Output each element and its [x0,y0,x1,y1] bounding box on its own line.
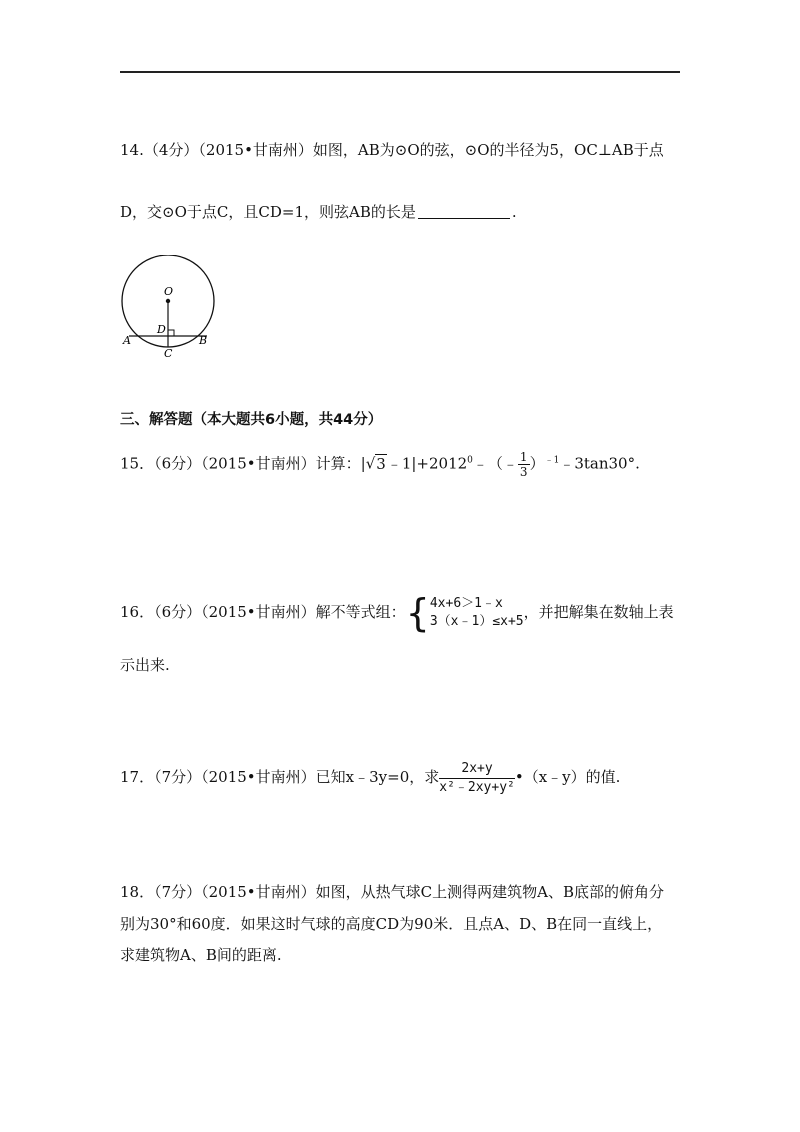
q16-prefix: 16．（6分）（2015•甘南州）解不等式组： [120,603,406,621]
label-d: D [157,323,166,336]
q14-line2-period: . [511,203,517,221]
q18-line2: 别为30°和60度．如果这时气球的高度CD为90米．且点A、D、B在同一直线上， [120,915,663,933]
q17-frac-den: x²﹣2xy+y² [439,779,515,795]
q14-line2-text: D，交⊙O于点C，且CD=1，则弦AB的长是 [120,203,416,221]
q15-exp-neg1: ﹣1 [544,455,560,466]
q16-line2: 示出来. [120,656,170,674]
q15-mid2: ﹣（﹣ [472,454,518,473]
q15-exp0: 0 [467,455,473,466]
q15-close: ） [529,454,545,473]
q15-mid: ﹣1|+2012 [386,454,468,473]
label-a: A [123,334,131,347]
q15-suffix: ﹣3tan30°. [559,454,640,473]
circle-figure [115,255,225,365]
q17-frac-num: 2x+y [439,760,515,779]
header-rule [120,71,680,73]
answer-blank [418,204,510,219]
q16-line1 [120,591,674,635]
inequality-2: 3（x﹣1）≤x+5 [429,614,524,629]
inequality-system [430,595,524,631]
q15-prefix: 15．（6分）（2015•甘南州）计算：| [120,454,366,473]
label-c: C [164,347,173,360]
q15-line [120,450,640,479]
q14-line1: 14.（4分）（2015•甘南州）如图，AB为⊙O的弦，⊙O的半径为5，OC⊥AB于点 [120,141,664,159]
brace-symbol: { [405,591,430,635]
q14-line2 [120,202,517,222]
q15-frac-den: 3 [519,465,528,479]
q18-line1: 18．（7分）（2015•甘南州）如图，从热气球C上测得两建筑物A、B底部的俯角分 [120,883,664,901]
q17-prefix: 17．（7分）（2015•甘南州）已知x﹣3y=0，求 [120,768,440,786]
section-3-heading: 三、解答题（本大题共6小题，共44分） [120,412,383,428]
right-angle-mark [168,330,174,336]
q18-line3: 求建筑物A、B间的距离. [120,946,282,964]
inequality-1: 4x+6＞1﹣x [429,596,503,611]
q15-frac-num: 1 [519,450,528,464]
sqrt-symbol: √ [365,454,376,473]
sqrt-arg: 3 [376,454,386,473]
q17-suffix: •（x﹣y）的值. [514,768,621,786]
center-point [166,299,170,303]
label-o: O [164,285,174,298]
q16-suffix: ，并把解集在数轴上表 [523,603,674,621]
label-b: B [199,334,208,347]
q17-line [120,757,620,797]
q17-fraction [439,760,515,797]
q15-fraction [518,450,530,479]
